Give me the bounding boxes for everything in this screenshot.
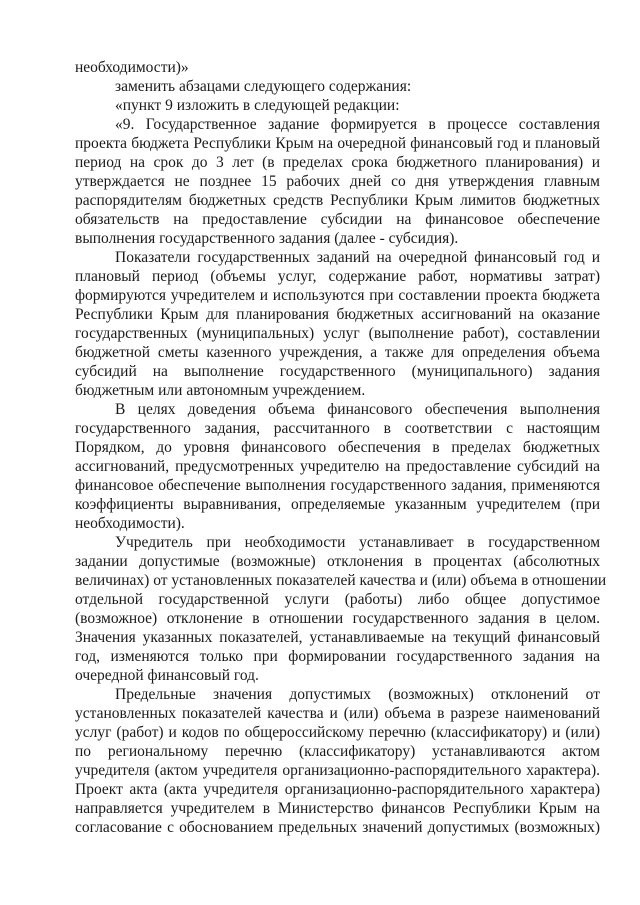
text-line: очередной финансовый год. [75,667,259,684]
text-line: бюджетным или автономным учреждением. [75,382,366,399]
text-line: Показатели государственных заданий на очередной финансовый год и [115,249,600,266]
text-line: утверждается не позднее 15 рабочих дней со дня утверждения главным [75,173,600,190]
text-line: задании допустимые (возможные) отклонения в процентах (абсолютных [75,553,600,570]
text-line: обязательств на предоставление субсидии на финансовое обеспечение [75,211,600,228]
text-line: Порядком, до уровня финансового обеспечения в пределах бюджетных [75,439,600,456]
text-line: год, изменяются только при формировании государственного задания на [75,648,600,665]
text-line: коэффициенты выравнивания, определяемые указанным учредителем (при [75,496,600,513]
text-line: субсидий на выполнение государственного (муниципального) задания [75,363,600,380]
text-line: (возможное) отклонение в отношении государственного задания в целом. [75,610,600,627]
text-line: государственных (муниципальных) услуг (выполнение работ), составлении [75,325,600,342]
text-line: установленных показателей качества и (или) объема в разрезе наименований [75,705,600,722]
text-line: Предельные значения допустимых (возможных) отклонений от [115,686,600,703]
text-line: ассигнований, предусмотренных учредителю на предоставление субсидий на [75,458,600,475]
text-line: «пункт 9 изложить в следующей редакции: [115,97,400,114]
text-line: Республики Крым для планирования бюджетных ассигнований на оказание [75,306,600,323]
text-line: согласование с обоснованием предельных значений допустимых (возможных) [75,819,600,836]
text-line: государственного задания, рассчитанного в соответствии с настоящим [75,420,600,437]
text-line: Проект акта (акта учредителя организационно-распорядительного характера) [75,781,600,798]
text-line: «9. Государственное задание формируется в процессе составления [115,116,600,133]
text-line: Учредитель при необходимости устанавливает в государственном [115,534,600,551]
text-line: проекта бюджета Республики Крым на очередной финансовый год и плановый [75,135,600,152]
text-line: Значения указанных показателей, устанавливаемые на текущий финансовый [75,629,600,646]
text-line: плановый период (объемы услуг, содержание работ, нормативы затрат) [75,268,600,285]
text-line: величинах) от установленных показателей качества и (или) объема в отношении [75,572,607,589]
document-page [75,58,607,837]
text-line: услуг (работ) и кодов по общероссийскому перечню (классификатору) и (или) [75,724,600,741]
text-line: распорядителям бюджетных средств Республики Крым лимитов бюджетных [75,192,600,209]
text-line: необходимости)» [75,59,189,76]
text-line: необходимости). [75,515,185,532]
text-line: В целях доведения объема финансового обеспечения выполнения [115,401,600,418]
text-line: выполнения государственного задания (далее - субсидия). [75,230,459,247]
text-line: период на срок до 3 лет (в пределах срока бюджетного планирования) и [75,154,600,171]
text-line: бюджетной сметы казенного учреждения, а также для определения объема [75,344,600,361]
text-line: отдельной государственной услуги (работы) либо общее допустимое [75,591,600,608]
text-line: заменить абзацами следующего содержания: [115,78,412,95]
text-line: финансовое обеспечение выполнения государственного задания, применяются [75,477,600,494]
text-line: формируются учредителем и используются при составлении проекта бюджета [75,287,600,304]
text-line: учредителя (актом учредителя организационно-распорядительного характера). [75,762,600,779]
text-line: направляется учредителем в Министерство финансов Республики Крым на [75,800,600,817]
text-line: по региональному перечню (классификатору) устанавливаются актом [75,743,600,760]
